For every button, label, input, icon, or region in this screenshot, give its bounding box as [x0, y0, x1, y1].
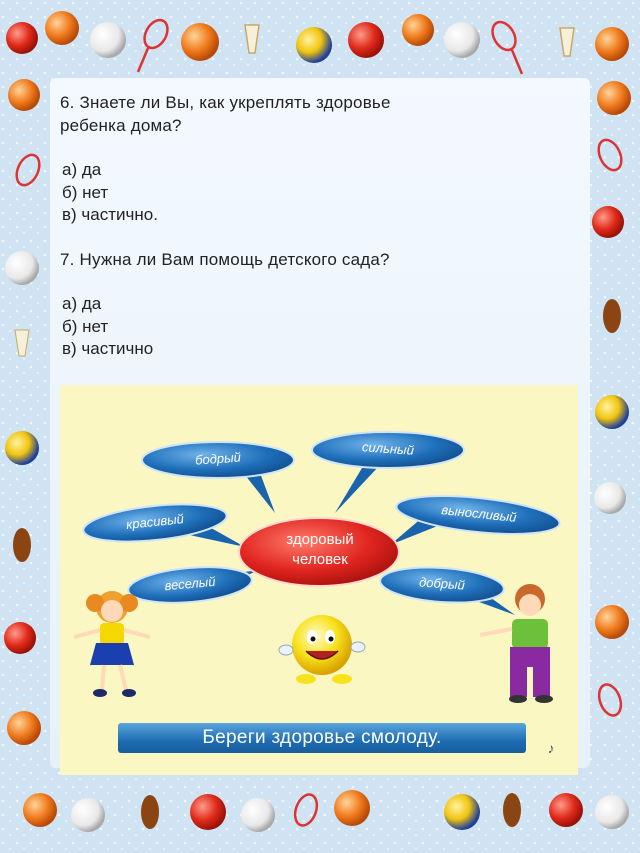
girl-figure — [74, 591, 150, 697]
center-label-line2: человек — [292, 551, 348, 568]
question-6-answer-a: а) да — [62, 160, 102, 179]
center-label — [240, 530, 400, 570]
diagram-graphic — [60, 385, 578, 775]
label-vynoslivy: выносливый — [440, 502, 518, 525]
question-6-answer-c: в) частично. — [62, 205, 158, 224]
center-label-line1: здоровый — [286, 531, 354, 548]
label-silny: сильный — [361, 439, 415, 458]
label-vesely: веселый — [163, 573, 217, 594]
label-bodry: бодрый — [194, 449, 242, 468]
question-6-line1: 6. Знаете ли Вы, как укреплять здоровье — [60, 93, 391, 112]
label-krasivy: красивый — [125, 511, 185, 532]
smiley-icon — [279, 615, 365, 684]
sound-icon[interactable]: ♪ — [547, 740, 555, 756]
question-7-line1: 7. Нужна ли Вам помощь детского сада? — [60, 249, 390, 269]
label-dobry: добрый — [418, 574, 466, 593]
question-7-answer-a: а) да — [62, 294, 102, 313]
question-7-answer-c: в) частично — [62, 339, 154, 358]
question-6-answer-b: б) нет — [62, 182, 109, 202]
question-7-answer-b: б) нет — [62, 316, 109, 336]
healthy-person-diagram — [60, 385, 578, 775]
questionnaire-text — [60, 92, 560, 390]
question-6-line2: ребенка дома? — [60, 115, 182, 135]
slogan-banner: Береги здоровье смолоду. — [118, 723, 526, 753]
